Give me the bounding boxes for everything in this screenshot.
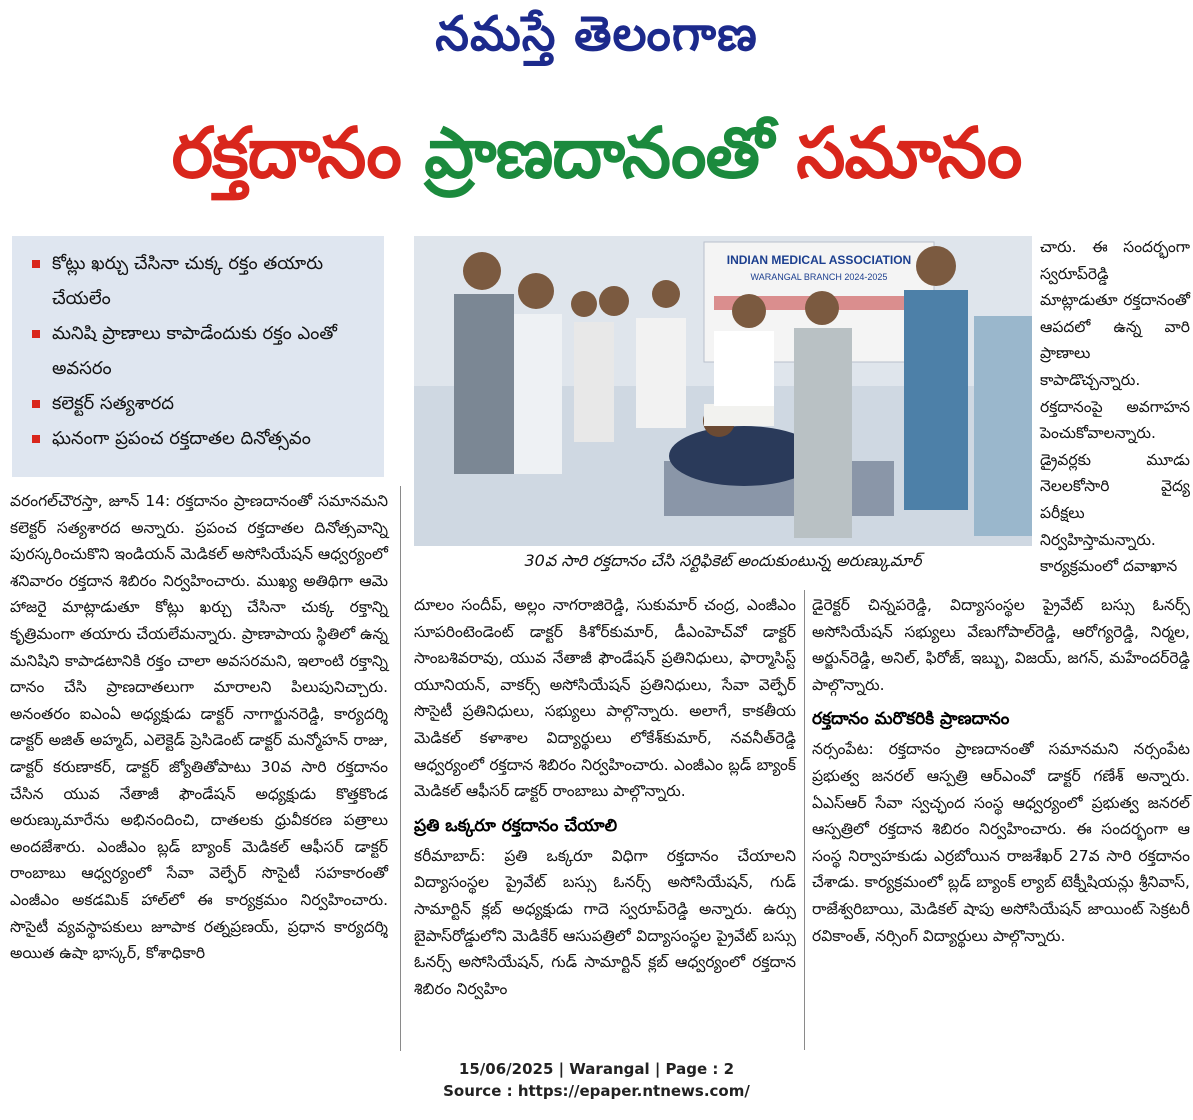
banner-line-1: INDIAN MEDICAL ASSOCIATION xyxy=(726,253,912,267)
headline-part-2: ప్రాణదానంతో xyxy=(424,112,773,194)
headline-part-1: రక్తదానం xyxy=(171,112,401,194)
highlight-item: కలెక్టర్ సత్యశారద xyxy=(30,386,370,421)
article-column-1 xyxy=(10,488,388,967)
highlight-item: ఘనంగా ప్రపంచ రక్తదాతల దినోత్సవం xyxy=(30,421,370,456)
subheading: ప్రతి ఒక్కరూ రక్తదానం చేయాలి xyxy=(414,815,618,836)
page-footer xyxy=(0,1058,1193,1102)
headline xyxy=(0,112,1193,211)
news-photo xyxy=(414,236,1032,546)
article-column-top-right xyxy=(1040,234,1190,580)
photo-caption: 30వ సారి రక్తదానం చేసి సర్టిఫికెట్ అందుకుంటున్న అరుణ్కుమార్ xyxy=(414,551,1032,573)
highlight-item: కోట్లు ఖర్చు చేసినా చుక్క రక్తం తయారు చేయలేం xyxy=(30,246,370,316)
article-paragraph: డైరెక్టర్ చిన్నపరెడ్డి, విద్యాసంస్థల ప్రైవేట్ బస్సు ఓనర్స్ అసోసియేషన్ సభ్యులు వేణుగోపాల్‌రెడ్డి, ఆరోగ్యరెడ్డి, నిర్మల, అర్జున్‌రెడ్డి, అనిల్, ఫిరోజ్, ఇబ్బు, విజయ్, జగన్, మహేందర్‌రెడ్డి పాల్గొన్నారు. xyxy=(812,596,1190,694)
article-paragraph: చారు. ఈ సందర్భంగా స్వరూప్‌రెడ్డి మాట్లాడుతూ రక్తదానంతో ఆపదలో ఉన్న వారి ప్రాణాలు కాపాడొచ్చన్నారు. రక్తదానంపై అవగాహన పెంచుకోవాలన్నారు. డ్రైవర్లకు మూడు నెలలకోసారి వైద్య పరీక్షలు నిర్వహిస్తామన్నారు. కార్యక్రమంలో దవాఖాన xyxy=(1040,238,1190,576)
blood-donation-photo-illustration xyxy=(414,236,1032,546)
headline-part-3: సమానం xyxy=(796,112,1022,194)
footer-date-edition: 15/06/2025 | Warangal | Page : 2 xyxy=(458,1060,735,1078)
highlight-item: మనిషి ప్రాణాలు కాపాడేందుకు రక్తం ఎంతో అవసరం xyxy=(30,316,370,386)
article-paragraph: దూలం సందీప్, అల్లం నాగరాజిరెడ్డి, సుకుమార్ చంద్ర, ఎంజీఎం సూపరింటెండెంట్ డాక్టర్ కిశోర్‌కుమార్, డీఎంహెచ్‌వో డాక్టర్ సాంబశివరావు, యువ నేతాజీ ఫౌండేషన్ ప్రతినిధులు, ఫార్మాసిస్ట్ యూనియన్, వాకర్స్ అసోసియేషన్ ప్రతినిధులు, సేవా వెల్ఫేర్ సొసైటీ ప్రతినిధులు, సభ్యులు పాల్గొన్నారు. అలాగే, కాకతీయ మెడికల్ కళాశాల విద్యార్థులు లోకేశ్‌కుమార్, నవనీత్‌రెడ్డి ఆధ్వర్యంలో రక్తదాన శిబిరం నిర్వహించారు. ఎంజీఎం బ్లడ్ బ్యాంక్ మెడికల్ ఆఫీసర్ డాక్టర్ రాంబాబు పాల్గొన్నారు. xyxy=(414,596,796,801)
highlights-box xyxy=(12,236,384,477)
subheading: రక్తదానం మరొకరికి ప్రాణదానం xyxy=(812,709,1010,730)
article-paragraph: వరంగల్‌చౌరస్తా, జూన్ 14: రక్తదానం ప్రాణదానంతో సమానమని కలెక్టర్ సత్యశారద అన్నారు. ప్రపంచ రక్తదాతల దినోత్సవాన్ని పురస్కరించుకొని ఇండియన్ మెడికల్ అసోసియేషన్ ఆధ్వర్యంలో శనివారం రక్తదాన శిబిరం నిర్వహించారు. ముఖ్య అతిథిగా ఆమె హాజరై మాట్లాడుతూ కోట్లు ఖర్చు చేసినా చుక్క రక్తాన్ని కృత్రిమంగా తయారు చేయలేమన్నారు. ప్రాణాపాయ స్థితిలో ఉన్న మనిషిని కాపాడటానికి రక్తం చాలా అవసరమని, ఇలాంటి రక్తాన్ని దానం చేసి ప్రాణదాతలుగా మారాలని పిలుపునిచ్చారు. అనంతరం ఐఎంఏ అధ్యక్షుడు డాక్టర్ నాగార్జునరెడ్డి, కార్యదర్శి డాక్టర్ అజిత్ అహ్మద్, ఎలెక్టెడ్ ప్రెసిడెంట్ డాక్టర్ మన్మోహన్ రాజు, డాక్టర్ కరుణాకర్, డాక్టర్ జ్యోతితోపాటు 30వ సారి రక్తదానం చేసిన యువ నేతాజీ ఫౌండేషన్ అధ్యక్షుడు కొత్తకొండ అరుణ్కుమారేను అభినందించి, దాతలకు ధ్రువీకరణ పత్రాలు అందజేశారు. ఎంజీఎం బ్లడ్ బ్యాంక్ మెడికల్ ఆఫీసర్ డాక్టర్ రాంబాబు ఆధ్వర్యంలో సేవా వెల్ఫేర్ సొసైటీ సహకారంతో ఎంజీఎం అకడమిక్ హాల్‌లో ఈ కార్యక్రమం నిర్వహించారు. సొసైటీ వ్యవస్థాపకులు జూపాక రత్నప్రణయ్, ప్రధాన కార్యదర్శి అయిత ఉషా భాస్కర్, కోశాధికారి xyxy=(10,492,388,963)
article-paragraph: కరీమాబాద్: ప్రతి ఒక్కరూ విధిగా రక్తదానం చేయాలని విద్యాసంస్థల ప్రైవేట్ బస్సు ఓనర్స్ అసోసియేషన్, గుడ్ సామార్టిన్ క్లబ్ అధ్యక్షుడు గాదె స్వరూప్‌రెడ్డి అన్నారు. ఉర్సు బైపాస్‌రోడ్డులోని మెడికేర్ ఆసుపత్రిలో విద్యాసంస్థల ప్రైవేట్ బస్సు ఓనర్స్ అసోసియేషన్, గుడ్ సామార్టిన్ క్లబ్ ఆధ్వర్యంలో రక్తదాన శిబిరం నిర్వహిం xyxy=(414,846,796,998)
column-divider xyxy=(804,590,805,1050)
article-column-3 xyxy=(812,592,1190,949)
newspaper-masthead: నమస్తే తెలంగాణ xyxy=(435,6,758,62)
article-column-2 xyxy=(414,592,796,1002)
footer-source: Source : https://epaper.ntnews.com/ xyxy=(443,1082,750,1100)
banner-line-2: WARANGAL BRANCH 2024-2025 xyxy=(750,272,888,282)
column-divider xyxy=(400,486,401,1051)
article-paragraph: నర్సంపేట: రక్తదానం ప్రాణదానంతో సమానమని నర్సంపేట ప్రభుత్వ జనరల్ ఆస్పత్రి ఆర్ఎంవో డాక్టర్ గణేశ్ అన్నారు. ఏఎస్ఆర్ సేవా స్వచ్ఛంద సంస్థ ఆధ్వర్యంలో ప్రభుత్వ జనరల్ ఆస్పత్రిలో రక్తదాన శిబిరం నిర్వహించారు. ఈ సందర్భంగా ఆ సంస్థ నిర్వాహకుడు ఎర్రబోయిన రాజశేఖర్ 27వ సారి రక్తదానం చేశాడు. కార్యక్రమంలో బ్లడ్ బ్యాంక్ ల్యాబ్ టెక్నీషియన్లు శ్రీనివాస్, రాజేశ్వరిబాయి, మెడికల్ షాపు అసోసియేషన్ జాయింట్ సెక్రటరీ రవికాంత్, నర్సింగ్ విద్యార్థులు పాల్గొన్నారు. xyxy=(812,740,1190,945)
